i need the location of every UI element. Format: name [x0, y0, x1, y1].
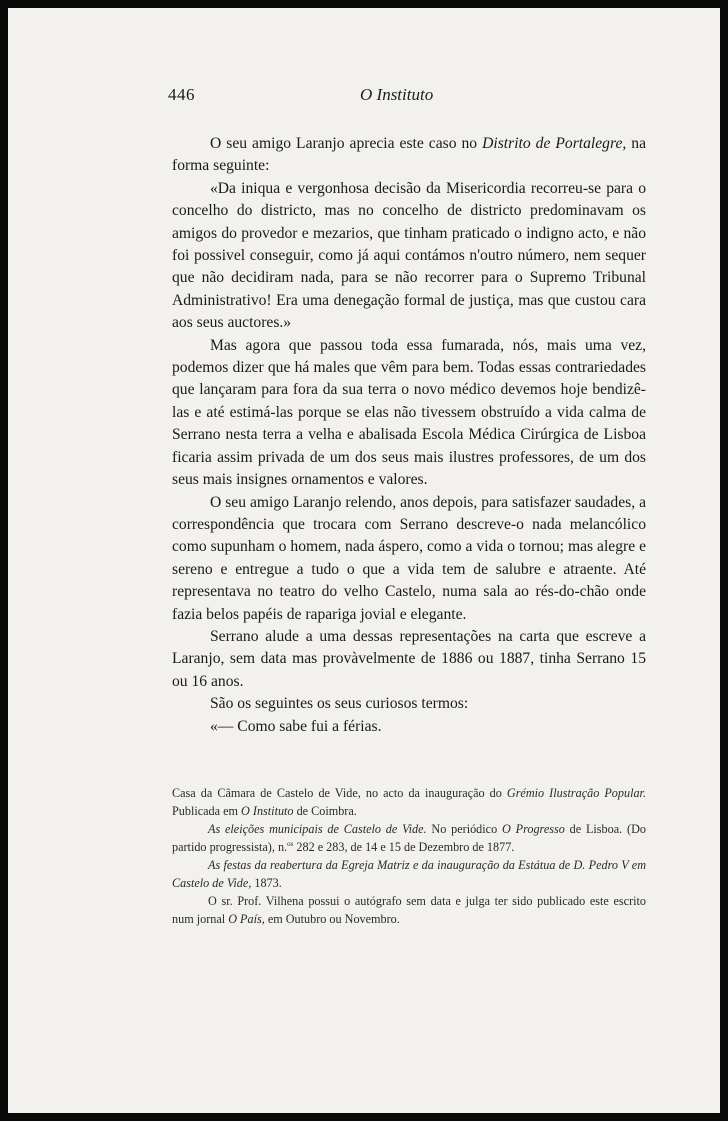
page-header: [8, 85, 720, 109]
footnote-4: O sr. Prof. Vilhena possui o autógrafo sem data e julga ter sido publicado este escrito num jornal O País, em Outubro ou Novembro.: [172, 894, 646, 926]
document-page: [8, 8, 720, 1113]
paragraph-5: Serrano alude a uma dessas representações na carta que escreve a Laranjo, sem data mas provàvelmente de 1886 ou 1887, tinha Serrano 15 ou 16 anos.: [172, 627, 646, 690]
page-number: 446: [168, 85, 195, 104]
paragraph-6: São os seguintes os seus curiosos termos:: [210, 695, 469, 713]
footnote-1: Casa da Câmara de Castelo de Vide, no acto da inauguração do Grémio Ilustração Popular. Publicada em O Instituto de Coimbra.: [172, 786, 646, 818]
paragraph-2-quote: «Da iniqua e vergonhosa decisão da Misericordia recorreu-se para o concelho do districto, mas no concelho de districto predominavam os amigos do provedor e mezarios, que tinham praticado o indigno acto, e não foi possivel conseguir, como já aqui contámos n'outro número, nem sequer que não decidiram nada, para se não recorrer para o Supremo Tribunal Administrativo! Era uma denegação formal de justiça, mas que custou cara aos seus auctores.»: [172, 179, 646, 332]
paragraph-4: O seu amigo Laranjo relendo, anos depois, para satisfazer saudades, a correspondência que trocara com Serrano descreve-o nada melancólico como supunham o homem, nada áspero, como a vida o tornou; mas alegre e sereno e entregue a tudo o que a vida tem de salubre e atraente. Até representava no teatro do velho Castelo, numa sala ao rés-do-chão onde fazia belos papéis de rapariga jovial e elegante.: [172, 493, 646, 623]
footnote-3: As festas da reabertura da Egreja Matriz e da inauguração da Estátua de D. Pedro V em Castelo de Vide, 1873.: [172, 858, 646, 890]
running-title: O Instituto: [360, 85, 434, 104]
main-text: [172, 133, 646, 738]
paragraph-1: O seu amigo Laranjo aprecia este caso no Distrito de Portalegre, na forma seguinte:: [172, 135, 646, 175]
paragraph-3: Mas agora que passou toda essa fumarada, nós, mais uma vez, podemos dizer que há males que vêm para bem. Todas essas contrariedades que lançaram para fora da sua terra o novo médico devemos hoje bendizê-las e até estimá-las porque se elas não tivessem obstruído a vida calma de Serrano nesta terra a velha e abalisada Escola Médica Cirúrgica de Lisboa ficaria assim privada de um dos seus mais ilustres professores, de um dos seus mais insignes ornamentos e valores.: [172, 336, 646, 489]
footnote-2: As eleições municipais de Castelo de Vide. No periódico O Progresso de Lisboa. (Do partido progressista), n.$^{os}$ 282 e 283, de 14 e 15 de Dezembro de 1877.: [172, 822, 646, 854]
footnotes: [172, 784, 646, 928]
paragraph-7-quote: «— Como sabe fui a férias.: [210, 717, 382, 735]
